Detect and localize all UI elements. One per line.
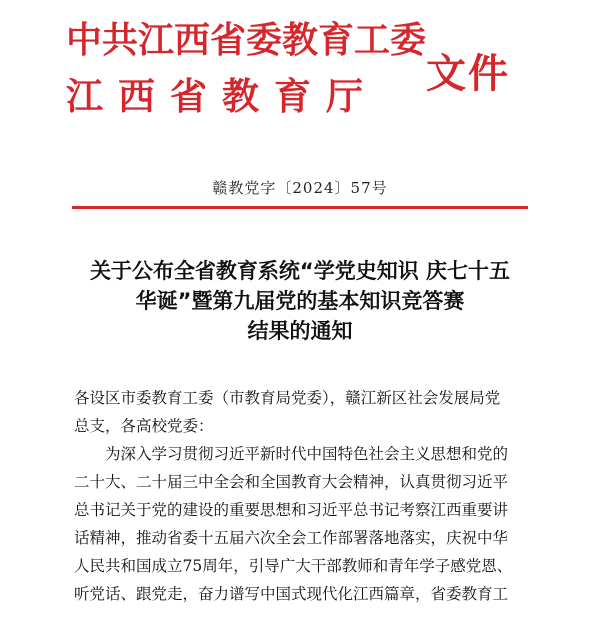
issuer-name-line-1: 中共江西省委教育工委: [66, 19, 427, 61]
issuer-name-line-2: 江西省教育厅: [66, 74, 378, 118]
red-divider: [72, 206, 528, 209]
document-title: [58, 256, 542, 346]
document-number: 赣教党字〔2024〕57号: [212, 179, 388, 197]
body-line: 话精神，推动省委十五届六次全会工作部署落地落实，庆祝中华: [74, 529, 509, 547]
title-line-1: 关于公布全省教育系统“学党史知识 庆七十五: [89, 259, 511, 283]
body-line: 总书记关于党的建设的重要思想和习近平总书记考察江西重要讲: [74, 501, 509, 519]
body-paragraph: [74, 440, 534, 608]
title-line-2: 华诞”暨第九届党的基本知识竞答赛: [135, 289, 465, 313]
document-label: 文件: [426, 50, 510, 97]
title-line-3: 结果的通知: [247, 319, 353, 343]
letterhead: [66, 8, 536, 120]
body-line: 听党话、跟党走，奋力谱写中国式现代化江西篇章，省委教育工: [74, 585, 509, 603]
addressee-line-1: 各设区市委教育工委（市教育局党委），赣江新区社会发展局党: [74, 389, 501, 407]
body-line: 人民共和国成立75周年，引导广大干部教师和青年学子感党恩、: [74, 557, 513, 575]
body-line: 二十大、二十届三中全会和全国教育大会精神，认真贯彻习近平: [74, 473, 509, 491]
body-line: 为深入学习贯彻习近平新时代中国特色社会主义思想和党的: [105, 445, 509, 463]
addressee-block: [74, 384, 534, 440]
addressee-line-2: 总支，各高校党委：: [74, 417, 214, 435]
